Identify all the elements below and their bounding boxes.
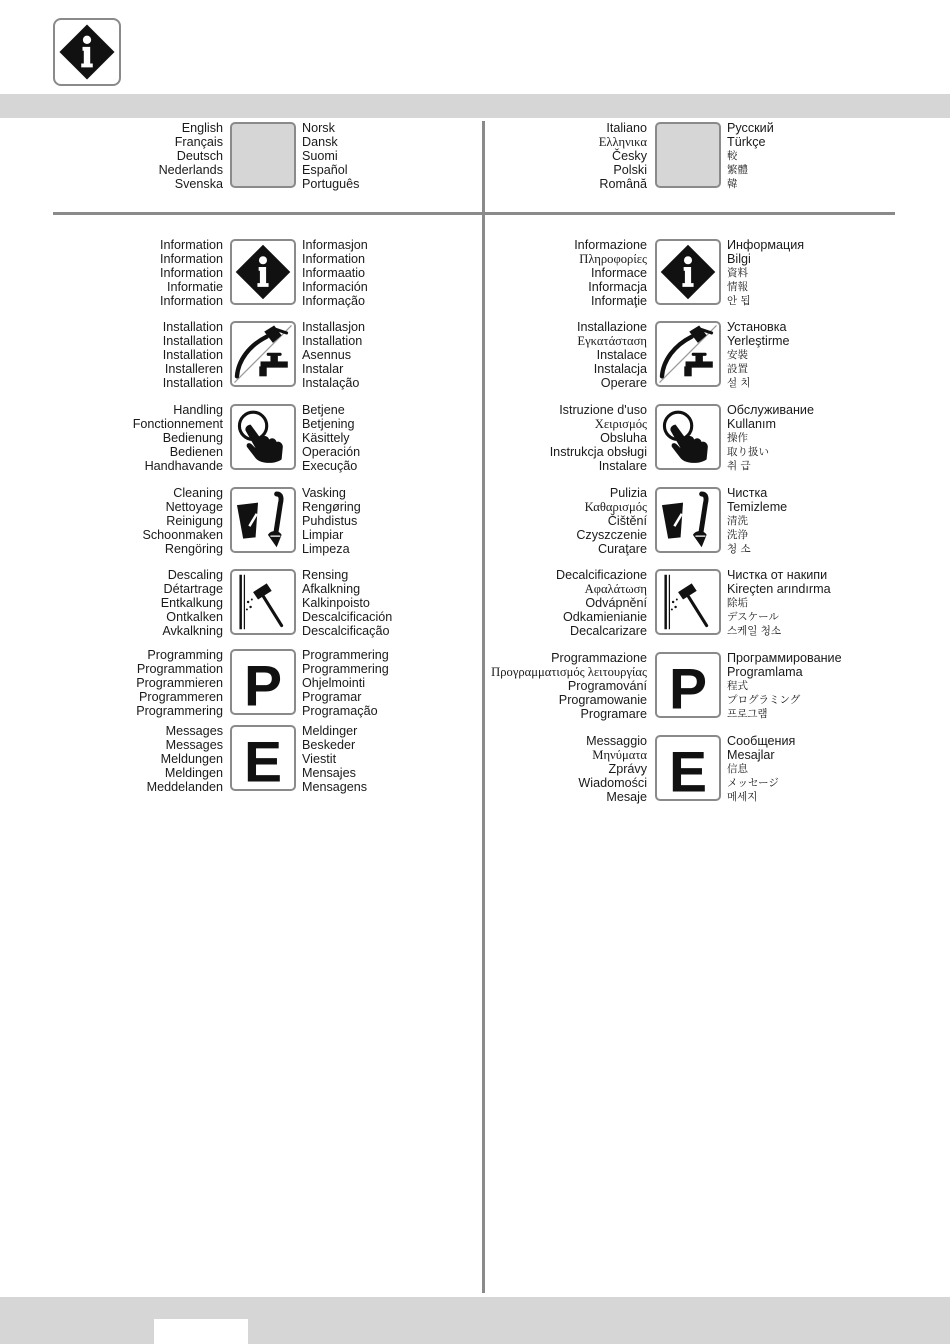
section-label: Informazione: [574, 238, 647, 252]
section-label: Entkalkung: [160, 596, 223, 610]
svg-text:E: E: [243, 730, 283, 789]
section-label: 메세지: [727, 791, 758, 803]
section-label: Programare: [580, 707, 647, 721]
section-label: Reinigung: [166, 514, 223, 528]
section-label: Installation: [162, 334, 223, 348]
label-list: [161, 568, 223, 638]
language-label: Português: [302, 177, 360, 191]
section-label: Meldinger: [302, 724, 358, 738]
section-label: Instalação: [302, 376, 360, 390]
label-list: [142, 486, 223, 556]
section-label: Cleaning: [173, 486, 223, 500]
section-label: Programmazione: [551, 651, 647, 665]
section-label: Programar: [302, 690, 362, 704]
label-list: [302, 238, 368, 308]
label-list: [160, 238, 223, 308]
column-divider: [482, 121, 485, 1293]
section-label: Information: [160, 294, 223, 308]
section-label: Programování: [567, 679, 647, 693]
section-label: 安裝: [727, 349, 748, 361]
section-label: Installation: [162, 320, 223, 334]
section-label: 프로그램: [727, 708, 768, 720]
section-label: 操作: [727, 432, 748, 444]
section-label: Программирование: [727, 651, 842, 665]
section-label: Informaţie: [591, 294, 647, 308]
section-label: Čištění: [607, 514, 647, 528]
label-list: [727, 486, 787, 556]
section-label: Αφαλάτωση: [584, 582, 647, 596]
language-label: Türkçe: [727, 135, 766, 149]
section-label: Χειρισμός: [594, 417, 647, 431]
section-label: Чистка от накипи: [727, 568, 828, 582]
section-label: Operación: [302, 445, 361, 459]
section-label: Informaatio: [302, 266, 365, 280]
section-label: Zprávy: [608, 762, 647, 776]
section-label: Messages: [165, 738, 223, 752]
section-label: Instalacja: [593, 362, 647, 376]
label-list: [491, 651, 647, 721]
messages-icon: [655, 735, 721, 801]
language-swatch: [230, 122, 296, 188]
info-icon: [53, 18, 121, 86]
section-label: 取り扱い: [727, 446, 769, 458]
section-label: Betjene: [302, 403, 345, 417]
section-label: Instalar: [302, 362, 344, 376]
section-label: Rensing: [302, 568, 349, 582]
section-label: Bilgi: [727, 252, 751, 266]
language-label: Dansk: [302, 135, 338, 149]
section-label: Обслуживание: [727, 403, 814, 417]
section-label: 情報: [727, 281, 748, 293]
label-list: [302, 486, 361, 556]
language-label: Suomi: [302, 149, 338, 163]
section-label: Pulizia: [609, 486, 647, 500]
section-label: Чистка: [727, 486, 768, 500]
label-list: [574, 238, 647, 308]
section-label: Installeren: [164, 362, 223, 376]
section-label: Meldingen: [164, 766, 223, 780]
label-list: [133, 403, 223, 473]
section-label: Instalare: [598, 459, 647, 473]
language-label: Русский: [727, 121, 774, 135]
language-label: Ελληνικα: [598, 135, 647, 149]
programming-icon: [655, 652, 721, 718]
section-label: Operare: [600, 376, 647, 390]
section-label: Πληροφορίες: [579, 252, 647, 266]
section-label: Informacja: [588, 280, 647, 294]
section-label: Limpiar: [302, 528, 344, 542]
section-label: Betjening: [302, 417, 355, 431]
section-label: Messages: [165, 724, 223, 738]
section-label: Curaţare: [598, 542, 647, 556]
section-label: プログラミング: [727, 694, 801, 706]
language-swatch: [655, 122, 721, 188]
section-label: Mesaje: [606, 790, 647, 804]
language-label: English: [181, 121, 223, 135]
label-list: [136, 648, 223, 718]
language-label: 韓: [727, 178, 738, 190]
language-label: 較: [727, 150, 738, 162]
section-label: Handhavande: [144, 459, 223, 473]
section-label: 程式: [727, 680, 748, 692]
handling-icon: [230, 404, 296, 470]
footer-page-tab: [154, 1319, 248, 1344]
label-list: [576, 486, 647, 556]
section-label: Bedienung: [162, 431, 223, 445]
section-label: Mensajes: [302, 766, 356, 780]
language-list: [727, 121, 774, 191]
footer-band: [0, 1297, 950, 1344]
label-list: [302, 320, 365, 390]
section-label: Установка: [727, 320, 787, 334]
svg-text:E: E: [668, 740, 708, 799]
descaling-icon: [655, 569, 721, 635]
section-label: 信息: [727, 763, 748, 775]
section-label: Fonctionnement: [132, 417, 223, 431]
language-label: Français: [174, 135, 223, 149]
section-label: Messaggio: [586, 734, 647, 748]
section-label: Kullanım: [727, 417, 776, 431]
section-label: Bedienen: [169, 445, 223, 459]
section-label: Odvápnění: [585, 596, 647, 610]
section-label: 洗浄: [727, 529, 748, 541]
section-label: 設置: [727, 363, 748, 375]
section-label: Programlama: [727, 665, 803, 679]
label-list: [578, 734, 647, 804]
section-label: Beskeder: [302, 738, 356, 752]
section-label: Afkalkning: [302, 582, 361, 596]
installation-icon: [230, 321, 296, 387]
section-label: Temizleme: [727, 500, 788, 514]
language-list: [159, 121, 223, 191]
language-label: Norsk: [302, 121, 335, 135]
section-label: Information: [302, 252, 365, 266]
section-label: Μηνύματα: [592, 748, 647, 762]
section-label: Εγκατάσταση: [577, 334, 647, 348]
section-label: Détartrage: [163, 582, 223, 596]
label-list: [727, 320, 790, 390]
svg-text:P: P: [243, 654, 283, 713]
section-label: Kalkinpoisto: [302, 596, 370, 610]
section-label: Informação: [302, 294, 365, 308]
section-label: Installasjon: [302, 320, 366, 334]
section-label: Programowanie: [558, 693, 647, 707]
section-label: 資料: [727, 267, 748, 279]
section-label: Käsittely: [302, 431, 350, 445]
section-label: Information: [160, 238, 223, 252]
section-label: Schoonmaken: [142, 528, 223, 542]
section-label: Viestit: [302, 752, 337, 766]
section-label: Informatie: [167, 280, 223, 294]
section-label: Programmation: [136, 662, 223, 676]
section-label: Instalace: [596, 348, 647, 362]
section-label: 안 됩: [727, 295, 751, 307]
section-label: 스케일 청소: [727, 625, 782, 637]
section-label: Instrukcja obsługi: [549, 445, 647, 459]
label-list: [163, 320, 223, 390]
language-label: Nederlands: [158, 163, 223, 177]
label-list: [727, 651, 842, 721]
section-label: デスケール: [727, 611, 779, 623]
section-label: Wiadomości: [578, 776, 647, 790]
descaling-icon: [230, 569, 296, 635]
section-label: Сообщения: [727, 734, 796, 748]
language-label: Česky: [612, 149, 647, 163]
header-band: [0, 94, 950, 118]
language-label: Español: [302, 163, 348, 177]
language-list: [599, 121, 647, 191]
label-list: [727, 238, 804, 308]
section-label: Handling: [173, 403, 223, 417]
section-label: Rengöring: [164, 542, 223, 556]
info-icon: [655, 239, 721, 305]
section-label: Obsluha: [600, 431, 647, 445]
section-label: Descaling: [167, 568, 223, 582]
section-label: Istruzione d'uso: [559, 403, 647, 417]
language-label: Italiano: [606, 121, 647, 135]
programming-icon: [230, 649, 296, 715]
section-label: Ontkalken: [166, 610, 223, 624]
language-label: 繁體: [727, 164, 748, 176]
language-label: Polski: [613, 163, 647, 177]
section-label: Czyszczenie: [576, 528, 647, 542]
section-label: Kireçten arındırma: [727, 582, 831, 596]
language-label: Română: [599, 177, 647, 191]
label-list: [727, 734, 795, 804]
section-label: Vasking: [302, 486, 346, 500]
section-label: Installation: [162, 348, 223, 362]
section-label: Execução: [302, 459, 358, 473]
section-label: Odkamienianie: [562, 610, 647, 624]
section-label: Meldungen: [160, 752, 223, 766]
section-label: Information: [160, 252, 223, 266]
section-label: Nettoyage: [165, 500, 223, 514]
language-list: [302, 121, 359, 191]
label-list: [302, 403, 360, 473]
language-label: Deutsch: [176, 149, 223, 163]
section-label: 설 치: [727, 377, 751, 389]
section-label: Decalcificazione: [556, 568, 647, 582]
section-label: 취 급: [727, 460, 751, 472]
section-label: メッセージ: [727, 777, 779, 789]
svg-text:P: P: [668, 657, 708, 716]
section-label: Mensagens: [302, 780, 368, 794]
section-label: Καθαρισμός: [584, 500, 647, 514]
section-label: Puhdistus: [302, 514, 358, 528]
section-label: Informace: [591, 266, 647, 280]
messages-icon: [230, 725, 296, 791]
section-label: Информация: [727, 238, 805, 252]
section-label: Programmeren: [139, 690, 223, 704]
label-list: [577, 320, 647, 390]
label-list: [147, 724, 223, 794]
label-list: [302, 568, 392, 638]
section-label: Installation: [302, 334, 363, 348]
info-icon: [230, 239, 296, 305]
section-label: Avkalkning: [162, 624, 223, 638]
label-list: [550, 403, 647, 473]
section-label: 除垢: [727, 597, 748, 609]
section-label: Asennus: [302, 348, 352, 362]
section-label: Programmering: [302, 662, 389, 676]
label-list: [727, 403, 814, 473]
section-label: Descalcificación: [302, 610, 393, 624]
section-label: Programmieren: [136, 676, 223, 690]
section-label: Ohjelmointi: [302, 676, 365, 690]
cleaning-icon: [230, 487, 296, 553]
label-list: [556, 568, 647, 638]
handling-icon: [655, 404, 721, 470]
section-label: Decalcarizare: [570, 624, 647, 638]
section-label: Information: [160, 266, 223, 280]
section-divider: [53, 212, 895, 215]
section-label: Descalcificação: [302, 624, 390, 638]
label-list: [302, 648, 389, 718]
section-label: Yerleştirme: [727, 334, 790, 348]
section-label: Meddelanden: [146, 780, 223, 794]
label-list: [727, 568, 831, 638]
section-label: Rengøring: [302, 500, 361, 514]
section-label: Mesajlar: [727, 748, 775, 762]
section-label: 清洗: [727, 515, 748, 527]
label-list: [302, 724, 367, 794]
section-label: Información: [302, 280, 368, 294]
section-label: Limpeza: [302, 542, 350, 556]
cleaning-icon: [655, 487, 721, 553]
installation-icon: [655, 321, 721, 387]
section-label: 청 소: [727, 543, 751, 555]
section-label: Programação: [302, 704, 378, 718]
section-label: Programmering: [302, 648, 389, 662]
section-label: Installation: [162, 376, 223, 390]
section-label: Programmering: [136, 704, 223, 718]
section-label: Programming: [147, 648, 223, 662]
section-label: Informasjon: [302, 238, 368, 252]
section-label: Προγραμματισμός λειτουργίας: [491, 665, 647, 679]
language-label: Svenska: [174, 177, 223, 191]
section-label: Installazione: [576, 320, 647, 334]
